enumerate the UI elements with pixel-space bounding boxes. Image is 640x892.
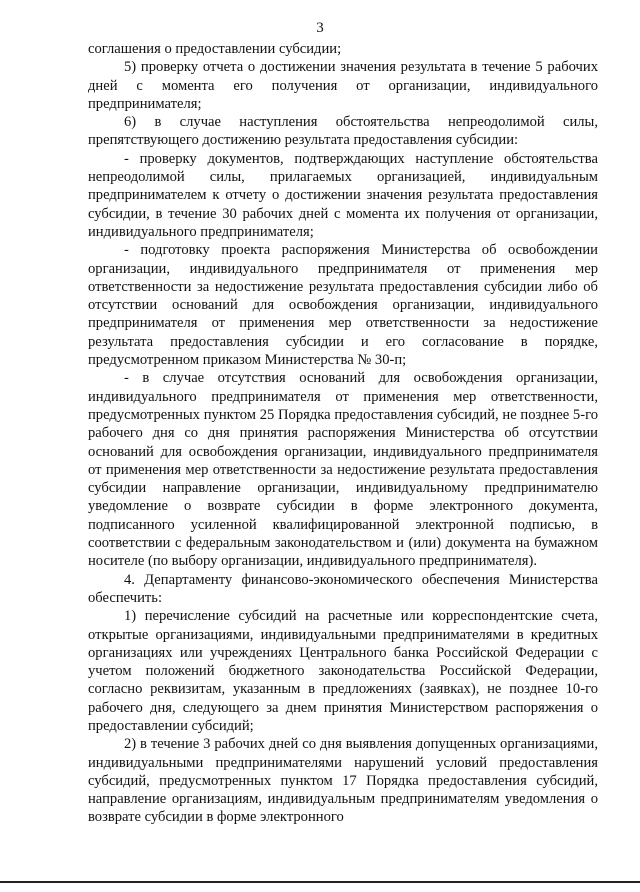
paragraph-subsidy-transfer: 1) перечисление субсидий на расчетные или корреспондентские счета, открытые организациями, индивидуальными предпринимателями в кредитных организациях или учреждениях Центрального банка Российской Федерации с учетом положений бюджетного законодательства Российской Федерации, согласно реквизитам, указанным в предложениях (заявках), не позднее 10-го рабочего дня, следующего за днем принятия Министерством распоряжения о предоставлении субсидий; [88, 608, 598, 734]
paragraph-item-4-department: 4. Департаменту финансово-экономического обеспечения Министерства обеспечить: [88, 571, 598, 606]
paragraph-item-5-report-check: 5) проверку отчета о достижении значения результата в течение 5 рабочих дней с момента его получения от организации, индивидуального предпринимателя; [88, 59, 598, 112]
bottom-rule [0, 881, 640, 883]
paragraph-refund-notice: - в случае отсутствия оснований для освобождения организации, индивидуального предпринимателя от применения мер ответственности, предусмотренных пунктом 25 Порядка предоставления субсидий, не позднее 5-го рабочего дня со дня принятия распоряжения Министерства об отсутствии оснований для освобождения организации, индивидуального предпринимателя от применения мер ответственности за недостижение результата предоставления субсидии направление организации, индивидуальному предпринимателю уведомление о возврате субсидии в форме электронного документа, подписанного усиленной квалифицированной электронной подписью, в соответствии с федеральным законодательством и (или) документа на бумажном носителе (по выбору организации, индивидуального предпринимателя). [88, 370, 598, 570]
paragraph-item-6-force-majeure: 6) в случае наступления обстоятельства непреодолимой силы, препятствующего достижению результата предоставления субсидии: [88, 114, 598, 149]
document-body [88, 40, 598, 827]
paragraph-document-check: - проверку документов, подтверждающих наступление обстоятельства непреодолимой силы, прилагаемых организацией, индивидуальным предпринимателем к отчету о достижении значения результата предоставления субсидии, в течение 30 рабочих дней с момента их получения от организации, индивидуального предпринимателя; [88, 150, 598, 240]
paragraph-draft-order: - подготовку проекта распоряжения Министерства об освобождении организации, индивидуального предпринимателя от применения мер ответственности за недостижение результата предоставления субсидии либо об отсутствии оснований для освобождения организации, индивидуального предпринимателя от применения мер ответственности за недостижение результата предоставления субсидии и его согласование в порядке, предусмотренном приказом Министерства № 30-п; [88, 242, 598, 369]
paragraph-agreement-continuation: соглашения о предоставлении субсидии; [88, 41, 342, 57]
page-number: 3 [316, 20, 324, 36]
paragraph-violation-notice: 2) в течение 3 рабочих дней со дня выявления допущенных организациями, индивидуальными предпринимателями нарушений условий предоставления субсидий, предусмотренных пунктом 17 Порядка предоставления субсидий, направление организациям, индивидуальным предпринимателям уведомления о возврате субсидии в форме электронного [88, 736, 598, 826]
